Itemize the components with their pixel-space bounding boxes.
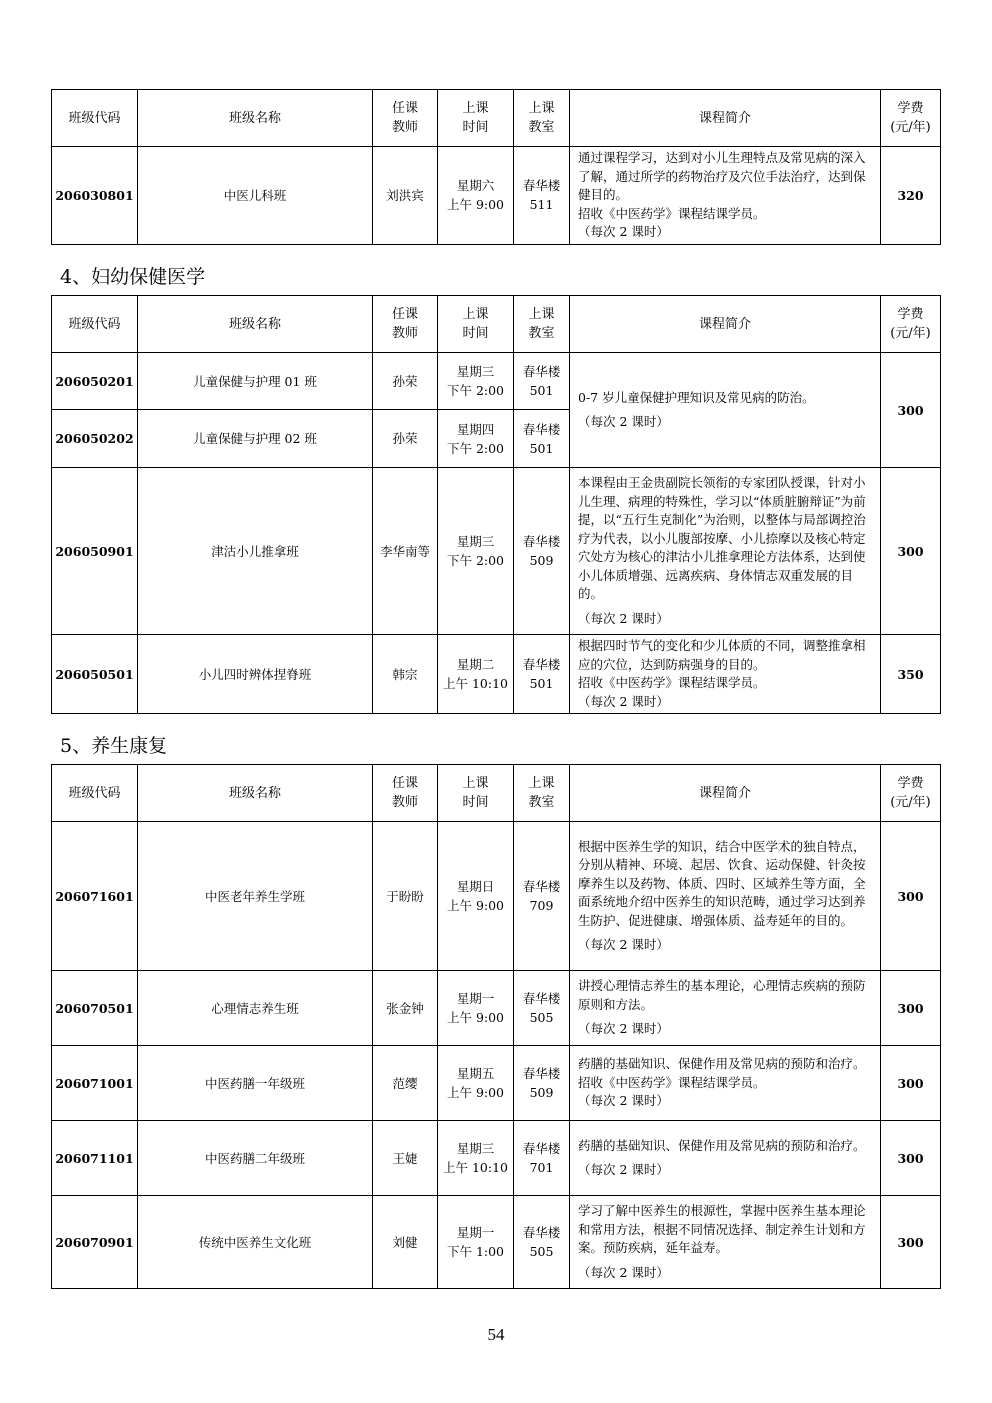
teacher-name: 于盼盼 xyxy=(373,822,438,971)
teacher-name: 王婕 xyxy=(373,1121,438,1196)
class-name: 中医药膳二年级班 xyxy=(138,1121,373,1196)
class-code: 206071001 xyxy=(52,1046,138,1121)
class-time: 星期六 上午 9:00 xyxy=(438,147,514,245)
teacher-name: 刘健 xyxy=(373,1196,438,1289)
course-description: 本课程由王金贵副院长领衔的专家团队授课，针对小儿生理、病理的特殊性，学习以“体质脏腑辩证”为前提，以“五行生克制化”为治则，以整体与局部调控治疗为代表，以小儿腹部按摩、小儿捺摩以及核心特定穴处方为核心的津沽小儿推拿理论方法体系，达到使小儿体质增强、远离疾病、身体情志双重发展的目的。 （每次 2 课时） xyxy=(570,468,881,635)
course-description: 药膳的基础知识、保健作用及常见病的预防和治疗。 招收《中医药学》课程结课学员。 （每次 2 课时） xyxy=(570,1046,881,1121)
class-code: 206050202 xyxy=(52,410,138,468)
section-title-maternal-child: 4、妇幼保健医学 xyxy=(60,266,206,288)
course-description: 讲授心理情志养生的基本理论，心理情志疾病的预防原则和方法。 （每次 2 课时） xyxy=(570,971,881,1046)
table-row xyxy=(52,353,941,410)
table-row xyxy=(52,147,941,245)
header-time: 上课 时间 xyxy=(438,765,514,822)
header-room: 上课 教室 xyxy=(514,90,570,147)
class-time: 星期三 上午 10:10 xyxy=(438,1121,514,1196)
class-code: 206070501 xyxy=(52,971,138,1046)
class-time: 星期二 上午 10:10 xyxy=(438,635,514,714)
teacher-name: 范缨 xyxy=(373,1046,438,1121)
classroom: 春华楼 509 xyxy=(514,468,570,635)
classroom: 春华楼 509 xyxy=(514,1046,570,1121)
table-header-row xyxy=(52,296,941,353)
class-code: 206071101 xyxy=(52,1121,138,1196)
table-header-row xyxy=(52,90,941,147)
tuition-fee: 300 xyxy=(881,971,941,1046)
header-code: 班级代码 xyxy=(52,765,138,822)
table-row xyxy=(52,1046,941,1121)
header-teacher: 任课 教师 xyxy=(373,765,438,822)
header-code: 班级代码 xyxy=(52,296,138,353)
classroom: 春华楼 505 xyxy=(514,1196,570,1289)
course-description: 根据中医养生学的知识，结合中医学术的独自特点，分别从精神、环境、起居、饮食、运动保健、针灸按摩养生以及药物、体质、四时、区域养生等方面，全面系统地介绍中医养生的知识范畴，通过学习达到养生防护、促进健康、增强体质、益寿延年的目的。 （每次 2 课时） xyxy=(570,822,881,971)
header-time: 上课 时间 xyxy=(438,90,514,147)
class-code: 206070901 xyxy=(52,1196,138,1289)
tuition-fee: 350 xyxy=(881,635,941,714)
tuition-fee: 300 xyxy=(881,353,941,468)
header-teacher: 任课 教师 xyxy=(373,296,438,353)
classroom: 春华楼 501 xyxy=(514,353,570,410)
classroom: 春华楼 505 xyxy=(514,971,570,1046)
class-name: 儿童保健与护理 01 班 xyxy=(138,353,373,410)
teacher-name: 韩宗 xyxy=(373,635,438,714)
course-description: 根据四时节气的变化和少儿体质的不同，调整推拿相应的穴位，达到防病强身的目的。 招收《中医药学》课程结课学员。 （每次 2 课时） xyxy=(570,635,881,714)
class-name: 津沽小儿推拿班 xyxy=(138,468,373,635)
teacher-name: 李华南等 xyxy=(373,468,438,635)
header-fee: 学费 (元/年) xyxy=(881,90,941,147)
table-header-row xyxy=(52,765,941,822)
class-name: 心理情志养生班 xyxy=(138,971,373,1046)
teacher-name: 孙荣 xyxy=(373,410,438,468)
teacher-name: 张金钟 xyxy=(373,971,438,1046)
class-code: 206050201 xyxy=(52,353,138,410)
header-code: 班级代码 xyxy=(52,90,138,147)
class-name: 中医老年养生学班 xyxy=(138,822,373,971)
course-table-pediatrics xyxy=(51,89,941,245)
section-title-health-rehab: 5、养生康复 xyxy=(60,735,168,757)
class-time: 星期四 下午 2:00 xyxy=(438,410,514,468)
header-name: 班级名称 xyxy=(138,296,373,353)
class-time: 星期日 上午 9:00 xyxy=(438,822,514,971)
course-description: 学习了解中医养生的根源性，掌握中医养生基本理论和常用方法，根据不同情况选择、制定养生计划和方案。预防疾病，延年益寿。 （每次 2 课时） xyxy=(570,1196,881,1289)
classroom: 春华楼 501 xyxy=(514,635,570,714)
course-table-health-rehab xyxy=(51,764,941,1289)
table-row xyxy=(52,971,941,1046)
header-fee: 学费 (元/年) xyxy=(881,296,941,353)
table-row xyxy=(52,1196,941,1289)
tuition-fee: 300 xyxy=(881,1196,941,1289)
header-time: 上课 时间 xyxy=(438,296,514,353)
tuition-fee: 320 xyxy=(881,147,941,245)
class-time: 星期五 上午 9:00 xyxy=(438,1046,514,1121)
classroom: 春华楼 701 xyxy=(514,1121,570,1196)
class-code: 206030801 xyxy=(52,147,138,245)
classroom: 春华楼 501 xyxy=(514,410,570,468)
class-code: 206050901 xyxy=(52,468,138,635)
class-time: 星期三 下午 2:00 xyxy=(438,353,514,410)
class-code: 206050501 xyxy=(52,635,138,714)
class-name: 传统中医养生文化班 xyxy=(138,1196,373,1289)
classroom: 春华楼 511 xyxy=(514,147,570,245)
page-number: 54 xyxy=(487,1325,505,1344)
teacher-name: 刘洪宾 xyxy=(373,147,438,245)
header-desc: 课程简介 xyxy=(570,296,881,353)
class-name: 中医儿科班 xyxy=(138,147,373,245)
table-row xyxy=(52,1121,941,1196)
course-description: 0-7 岁儿童保健护理知识及常见病的防治。 （每次 2 课时） xyxy=(570,353,881,468)
class-time: 星期一 上午 9:00 xyxy=(438,971,514,1046)
classroom: 春华楼 709 xyxy=(514,822,570,971)
tuition-fee: 300 xyxy=(881,1121,941,1196)
class-name: 儿童保健与护理 02 班 xyxy=(138,410,373,468)
course-table-maternal-child xyxy=(51,295,941,714)
teacher-name: 孙荣 xyxy=(373,353,438,410)
tuition-fee: 300 xyxy=(881,822,941,971)
header-name: 班级名称 xyxy=(138,90,373,147)
class-code: 206071601 xyxy=(52,822,138,971)
tuition-fee: 300 xyxy=(881,1046,941,1121)
header-room: 上课 教室 xyxy=(514,765,570,822)
class-time: 星期一 下午 1:00 xyxy=(438,1196,514,1289)
tuition-fee: 300 xyxy=(881,468,941,635)
header-name: 班级名称 xyxy=(138,765,373,822)
header-room: 上课 教室 xyxy=(514,296,570,353)
header-teacher: 任课 教师 xyxy=(373,90,438,147)
table-row xyxy=(52,635,941,714)
table-row xyxy=(52,468,941,635)
header-desc: 课程简介 xyxy=(570,90,881,147)
class-time: 星期三 下午 2:00 xyxy=(438,468,514,635)
header-fee: 学费 (元/年) xyxy=(881,765,941,822)
course-description: 药膳的基础知识、保健作用及常见病的预防和治疗。 （每次 2 课时） xyxy=(570,1121,881,1196)
header-desc: 课程简介 xyxy=(570,765,881,822)
course-description: 通过课程学习，达到对小儿生理特点及常见病的深入了解，通过所学的药物治疗及穴位手法治疗，达到保健目的。 招收《中医药学》课程结课学员。 （每次 2 课时） xyxy=(570,147,881,245)
class-name: 小儿四时辨体捏脊班 xyxy=(138,635,373,714)
table-row xyxy=(52,822,941,971)
class-name: 中医药膳一年级班 xyxy=(138,1046,373,1121)
